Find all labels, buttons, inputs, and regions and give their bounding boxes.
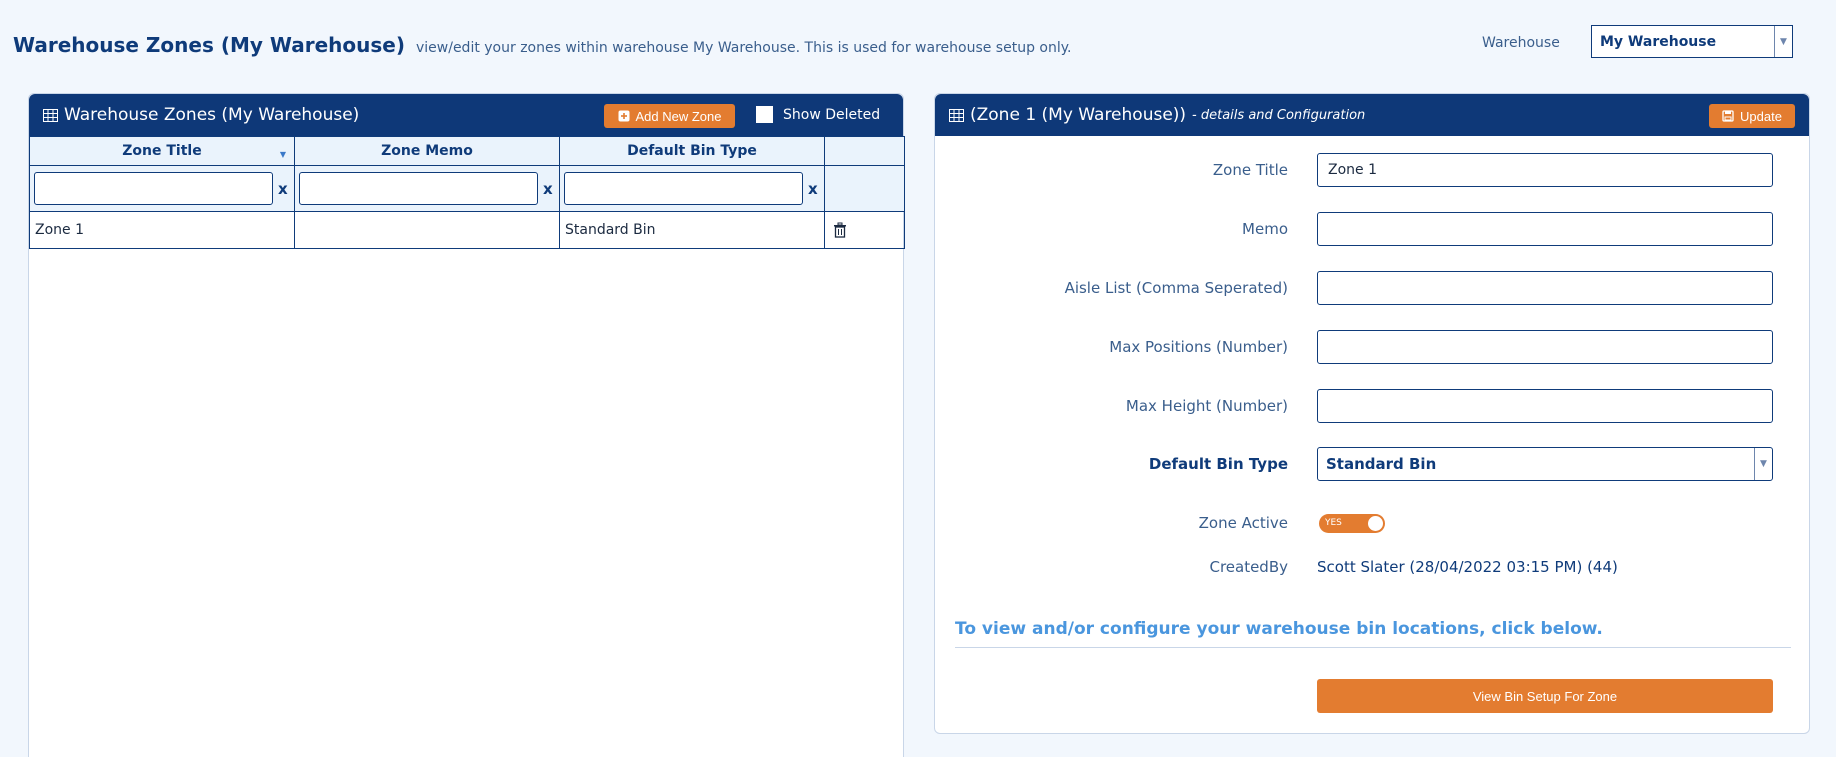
zones-list-title-wrap	[43, 105, 359, 125]
cell-bin-type[interactable]: Standard Bin	[560, 212, 825, 249]
chevron-down-icon[interactable]: ▼	[1774, 26, 1792, 57]
filter-row	[30, 166, 905, 212]
zone-details-panel	[934, 93, 1810, 734]
max-height-label: Max Height (Number)	[1125, 397, 1288, 415]
warehouse-label: Warehouse	[1482, 35, 1560, 51]
clear-filter-icon[interactable]: x	[808, 179, 818, 198]
aisle-list-label: Aisle List (Comma Seperated)	[1064, 279, 1288, 297]
zones-table	[29, 136, 905, 249]
filter-zone-memo-input[interactable]	[299, 172, 538, 205]
filter-cell-empty	[825, 166, 905, 212]
column-header-zone-memo[interactable]: Zone Memo	[295, 137, 560, 166]
clear-filter-icon[interactable]: x	[278, 179, 288, 198]
page-header	[13, 33, 1071, 57]
show-deleted-toggle[interactable]	[756, 106, 880, 123]
plus-square-icon	[618, 110, 630, 122]
form-row-bin-type	[935, 447, 1811, 481]
form-row-max-positions	[935, 330, 1811, 364]
column-header-actions	[825, 137, 905, 166]
chevron-down-icon[interactable]: ▼	[1754, 448, 1772, 480]
trash-icon[interactable]	[833, 222, 847, 238]
form-row-zone-active	[935, 506, 1811, 540]
zones-list-title: Warehouse Zones (My Warehouse)	[64, 105, 360, 125]
zone-details-subtitle: - details and Configuration	[1192, 107, 1366, 123]
toggle-knob	[1368, 516, 1383, 531]
memo-input[interactable]	[1317, 212, 1773, 246]
sort-icon[interactable]: ▼	[279, 150, 286, 159]
zone-details-title-wrap	[949, 105, 1365, 125]
warehouse-select-value: My Warehouse	[1600, 33, 1717, 50]
cell-zone-title[interactable]: Zone 1	[30, 212, 295, 249]
form-row-zone-title	[935, 153, 1811, 187]
show-deleted-checkbox[interactable]	[756, 106, 773, 123]
cell-zone-memo[interactable]	[295, 212, 560, 249]
max-height-input[interactable]	[1317, 389, 1773, 423]
cell-actions	[825, 212, 905, 249]
filter-bin-type-input[interactable]	[564, 172, 803, 205]
column-header-label: Zone Title	[122, 143, 202, 159]
column-header-default-bin-type[interactable]: Default Bin Type	[560, 137, 825, 166]
form-row-created-by	[935, 550, 1811, 584]
table-grid-icon	[949, 109, 964, 122]
filter-cell	[30, 166, 295, 212]
form-row-max-height	[935, 389, 1811, 423]
divider	[955, 647, 1791, 648]
filter-cell	[295, 166, 560, 212]
update-button[interactable]	[1709, 104, 1795, 128]
zone-details-title: (Zone 1 (My Warehouse))	[970, 105, 1187, 125]
zone-active-toggle[interactable]	[1319, 514, 1385, 533]
add-new-zone-button[interactable]	[604, 104, 735, 128]
page-subtitle: view/edit your zones within warehouse My Warehouse. This is used for warehouse setup only.	[415, 40, 1072, 56]
max-positions-label: Max Positions (Number)	[1109, 338, 1288, 356]
created-by-label: CreatedBy	[1209, 558, 1288, 576]
bin-type-select[interactable]	[1317, 447, 1773, 481]
view-bin-setup-button[interactable]: View Bin Setup For Zone	[1317, 679, 1773, 713]
zones-list-panel	[28, 93, 904, 757]
table-row[interactable]	[30, 212, 905, 249]
table-grid-icon	[43, 109, 58, 122]
form-row-aisle-list	[935, 271, 1811, 305]
memo-label: Memo	[1242, 220, 1288, 238]
bin-type-label: Default Bin Type	[1148, 455, 1288, 473]
bin-locations-info: To view and/or configure your warehouse bin locations, click below.	[955, 619, 1603, 639]
zone-details-header	[935, 94, 1809, 136]
column-header-zone-title[interactable]	[30, 137, 295, 166]
form-row-memo	[935, 212, 1811, 246]
zone-active-toggle-text: YES	[1325, 518, 1342, 528]
zone-title-label: Zone Title	[1212, 161, 1288, 179]
add-new-zone-label: Add New Zone	[635, 108, 722, 124]
aisle-list-input[interactable]	[1317, 271, 1773, 305]
zone-title-input[interactable]	[1317, 153, 1773, 187]
update-label: Update	[1740, 108, 1782, 124]
show-deleted-label: Show Deleted	[783, 106, 881, 123]
bin-type-select-value: Standard Bin	[1326, 455, 1437, 473]
zone-active-label: Zone Active	[1198, 514, 1288, 532]
save-icon	[1722, 110, 1734, 122]
page-title: Warehouse Zones (My Warehouse)	[13, 33, 405, 57]
clear-filter-icon[interactable]: x	[543, 179, 553, 198]
warehouse-select[interactable]	[1591, 25, 1793, 58]
max-positions-input[interactable]	[1317, 330, 1773, 364]
filter-zone-title-input[interactable]	[34, 172, 273, 205]
created-by-value: Scott Slater (28/04/2022 03:15 PM) (44)	[1317, 558, 1618, 576]
filter-cell	[560, 166, 825, 212]
zones-list-header	[29, 94, 903, 136]
